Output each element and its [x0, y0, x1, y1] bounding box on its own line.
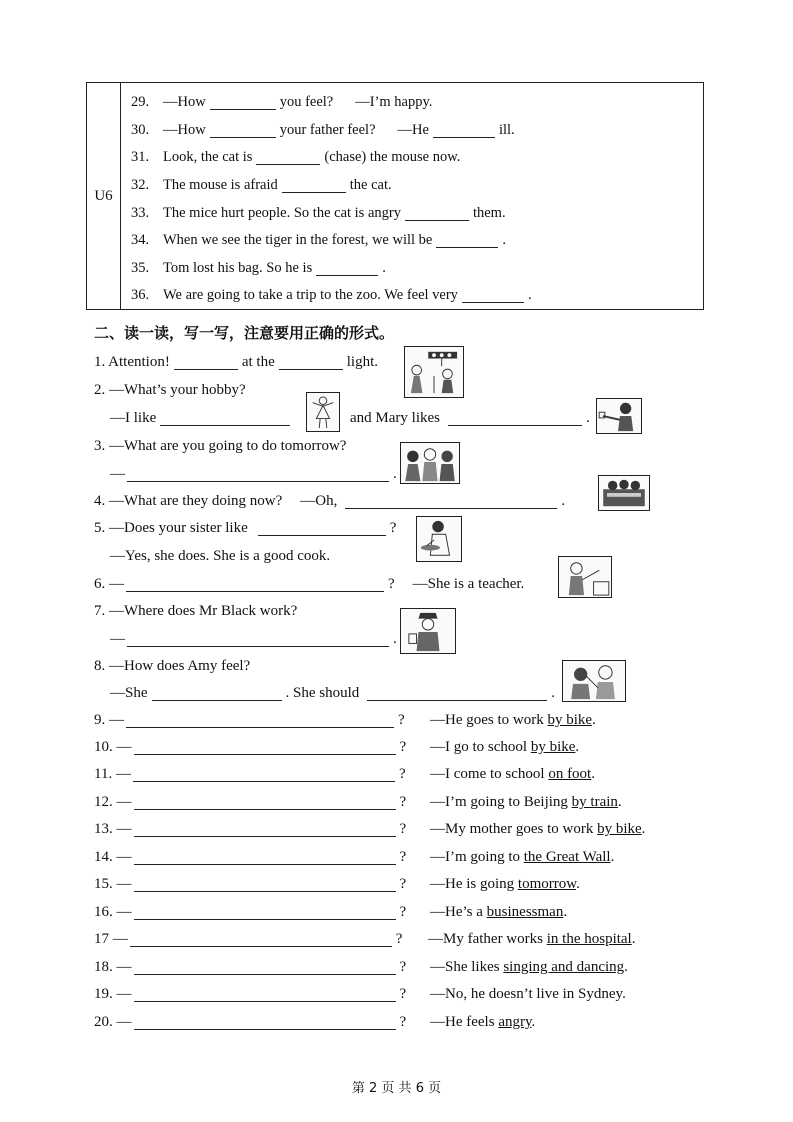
question-6: 6. — ? —She is a teacher.	[94, 576, 525, 592]
answer-punctuation: .	[591, 766, 595, 782]
question-29: 29. —How you feel? —I’m happy.	[131, 94, 433, 111]
answer-blank[interactable]	[134, 850, 396, 865]
answer-blank[interactable]	[282, 178, 346, 193]
answer-blank[interactable]	[345, 494, 557, 509]
qa-row	[94, 821, 646, 838]
answer-blank[interactable]	[462, 288, 524, 303]
question-number: 20. —	[94, 1014, 132, 1030]
question-33: 33. The mice hurt people. So the cat is angry them.	[131, 204, 506, 221]
cooking-girl-picture	[416, 516, 462, 562]
question-number: 16. —	[94, 904, 132, 920]
given-answer	[430, 849, 614, 866]
question-2-answer: —I like	[110, 410, 294, 427]
u6-exercise-table	[86, 82, 704, 310]
answer-blank[interactable]	[405, 206, 469, 221]
question-mark: ?	[399, 904, 407, 920]
underlined-key-phrase: on foot	[548, 766, 592, 782]
question-7-answer: — .	[110, 631, 397, 647]
question-mark: ?	[399, 739, 407, 755]
underlined-key-phrase: singing and dancing	[503, 959, 625, 975]
u6-items	[121, 83, 703, 309]
dancing-girl-picture	[306, 392, 340, 432]
answer-punctuation: .	[592, 712, 596, 728]
qa-row	[94, 712, 596, 729]
answer-blank[interactable]	[134, 740, 396, 755]
question-number: 19. —	[94, 986, 132, 1002]
question-number: 13. —	[94, 821, 132, 837]
answer-punctuation: .	[575, 739, 580, 755]
given-answer	[430, 904, 567, 921]
answer-text: —No, he doesn’t live in Sydney.	[430, 986, 626, 1002]
given-answer	[428, 931, 635, 948]
answer-punctuation: .	[531, 1014, 536, 1030]
answer-blank[interactable]	[210, 95, 276, 110]
question-30: 30. —How your father feel? —He ill.	[131, 121, 515, 138]
answer-text: —My mother goes to work	[430, 821, 598, 837]
qa-row	[94, 1014, 536, 1031]
answer-blank[interactable]	[160, 411, 290, 426]
answer-blank[interactable]	[134, 822, 396, 837]
underlined-key-phrase: businessman	[486, 904, 564, 920]
answer-blank[interactable]	[367, 686, 547, 701]
given-answer	[430, 986, 626, 1003]
question-mark: ?	[399, 986, 407, 1002]
question-number: 15. —	[94, 876, 132, 892]
answer-text: —I’m going to Beijing	[430, 794, 572, 810]
family-visit-picture	[400, 442, 460, 484]
question-mark: ?	[399, 959, 407, 975]
answer-blank[interactable]	[279, 355, 343, 370]
qa-row	[94, 986, 626, 1003]
given-answer	[430, 821, 645, 838]
question-5-answer: —Yes, she does. She is a good cook.	[110, 548, 331, 564]
underlined-key-phrase: tomorrow	[517, 876, 577, 892]
answer-blank[interactable]	[134, 987, 396, 1002]
qa-row	[94, 766, 595, 783]
answer-text: —He goes to work	[430, 712, 548, 728]
question-36: 36. We are going to take a trip to the zoo. We feel very .	[131, 287, 532, 304]
answer-blank[interactable]	[436, 233, 498, 248]
given-answer	[430, 959, 628, 976]
question-number: 11. —	[94, 766, 131, 782]
question-mark: ?	[398, 712, 405, 728]
answer-blank[interactable]	[130, 932, 392, 947]
qa-row	[94, 876, 580, 893]
painting-boy-picture	[596, 398, 642, 434]
answer-punctuation: .	[624, 959, 628, 975]
answer-blank[interactable]	[133, 767, 395, 782]
group-activity-picture	[598, 475, 650, 511]
given-answer	[430, 712, 596, 729]
answer-punctuation: .	[563, 904, 568, 920]
answer-text: —I come to school	[430, 766, 549, 782]
question-mark: ?	[399, 849, 407, 865]
question-7: 7. —Where does Mr Black work?	[94, 603, 298, 619]
question-mark: ?	[399, 794, 407, 810]
given-answer	[430, 794, 622, 811]
question-1: 1. Attention! at the light.	[94, 354, 378, 370]
qa-row	[94, 849, 615, 866]
traffic-light-picture	[404, 346, 464, 398]
question-mark: ?	[399, 1014, 407, 1030]
policeman-picture	[400, 608, 456, 654]
qa-row	[94, 959, 628, 976]
question-32: 32. The mouse is afraid the cat.	[131, 177, 392, 194]
question-number: 12. —	[94, 794, 132, 810]
answer-blank[interactable]	[256, 150, 320, 165]
question-number: 10. —	[94, 739, 132, 755]
answer-text: —She likes	[430, 959, 504, 975]
question-3-answer: — .	[110, 466, 397, 482]
question-2-answer-b: and Mary likes .	[350, 410, 590, 426]
answer-blank[interactable]	[433, 123, 495, 138]
question-number: 17 —	[94, 931, 128, 947]
question-2: 2. —What’s your hobby?	[94, 382, 246, 398]
underlined-key-phrase: by bike	[597, 821, 642, 837]
given-answer	[430, 766, 595, 783]
given-answer	[430, 876, 580, 893]
answer-blank[interactable]	[127, 632, 389, 647]
unit-label: U6	[87, 83, 121, 309]
qa-row	[94, 794, 622, 811]
qa-row	[94, 739, 580, 756]
answer-punctuation: .	[576, 876, 580, 892]
question-mark: ?	[395, 931, 403, 947]
question-mark: ?	[399, 821, 407, 837]
underlined-key-phrase: in the hospital	[546, 931, 632, 947]
qa-row	[94, 931, 636, 948]
question-5: 5. —Does your sister like ?	[94, 520, 397, 536]
question-8: 8. —How does Amy feel?	[94, 658, 251, 674]
teacher-picture	[558, 556, 612, 598]
sick-girl-picture	[562, 660, 626, 702]
answer-blank[interactable]	[316, 261, 378, 276]
question-mark: ?	[398, 766, 406, 782]
answer-blank[interactable]	[210, 123, 276, 138]
question-number: 14. —	[94, 849, 132, 865]
answer-punctuation: .	[610, 849, 615, 865]
answer-text: —I go to school	[430, 739, 531, 755]
question-34: 34. When we see the tiger in the forest, we will be .	[131, 232, 506, 249]
answer-blank[interactable]	[174, 355, 238, 370]
answer-blank[interactable]	[134, 877, 396, 892]
question-mark: ?	[399, 876, 407, 892]
answer-punctuation: .	[617, 794, 622, 810]
underlined-key-phrase: by train	[571, 794, 618, 810]
question-35: 35. Tom lost his bag. So he is .	[131, 259, 386, 276]
answer-text: —I’m going to	[430, 849, 524, 865]
question-number: 9. —	[94, 712, 124, 728]
given-answer	[430, 739, 579, 756]
answer-blank[interactable]	[258, 521, 386, 536]
question-31: 31. Look, the cat is (chase) the mouse now.	[131, 149, 461, 166]
answer-punctuation: .	[631, 931, 636, 947]
question-number: 18. —	[94, 959, 132, 975]
qa-row	[94, 904, 568, 921]
question-4: 4. —What are they doing now? —Oh, .	[94, 493, 566, 509]
answer-blank[interactable]	[448, 411, 582, 426]
underlined-key-phrase: by bike	[530, 739, 576, 755]
answer-punctuation: .	[641, 821, 646, 837]
underlined-key-phrase: the Great Wall	[523, 849, 611, 865]
question-8-answer: —She . She should .	[110, 685, 556, 701]
answer-text: —He is going	[430, 876, 518, 892]
question-3: 3. —What are you going to do tomorrow?	[94, 438, 347, 454]
answer-blank[interactable]	[134, 1015, 396, 1030]
answer-blank[interactable]	[126, 713, 394, 728]
answer-blank[interactable]	[134, 960, 396, 975]
underlined-key-phrase: by bike	[547, 712, 593, 728]
answer-text: —My father works	[428, 931, 547, 947]
answer-text: —He’s a	[430, 904, 487, 920]
answer-blank[interactable]	[152, 686, 282, 701]
answer-blank[interactable]	[134, 795, 396, 810]
answer-text: —He feels	[430, 1014, 499, 1030]
underlined-key-phrase: angry	[498, 1014, 532, 1030]
section-title: 二、读一读，写一写，注意要用正确的形式。	[94, 324, 395, 342]
given-answer	[430, 1014, 535, 1031]
answer-blank[interactable]	[134, 905, 396, 920]
answer-blank[interactable]	[126, 577, 384, 592]
answer-blank[interactable]	[127, 467, 389, 482]
page-number: 第 2 页 共 6 页	[351, 1081, 442, 1096]
